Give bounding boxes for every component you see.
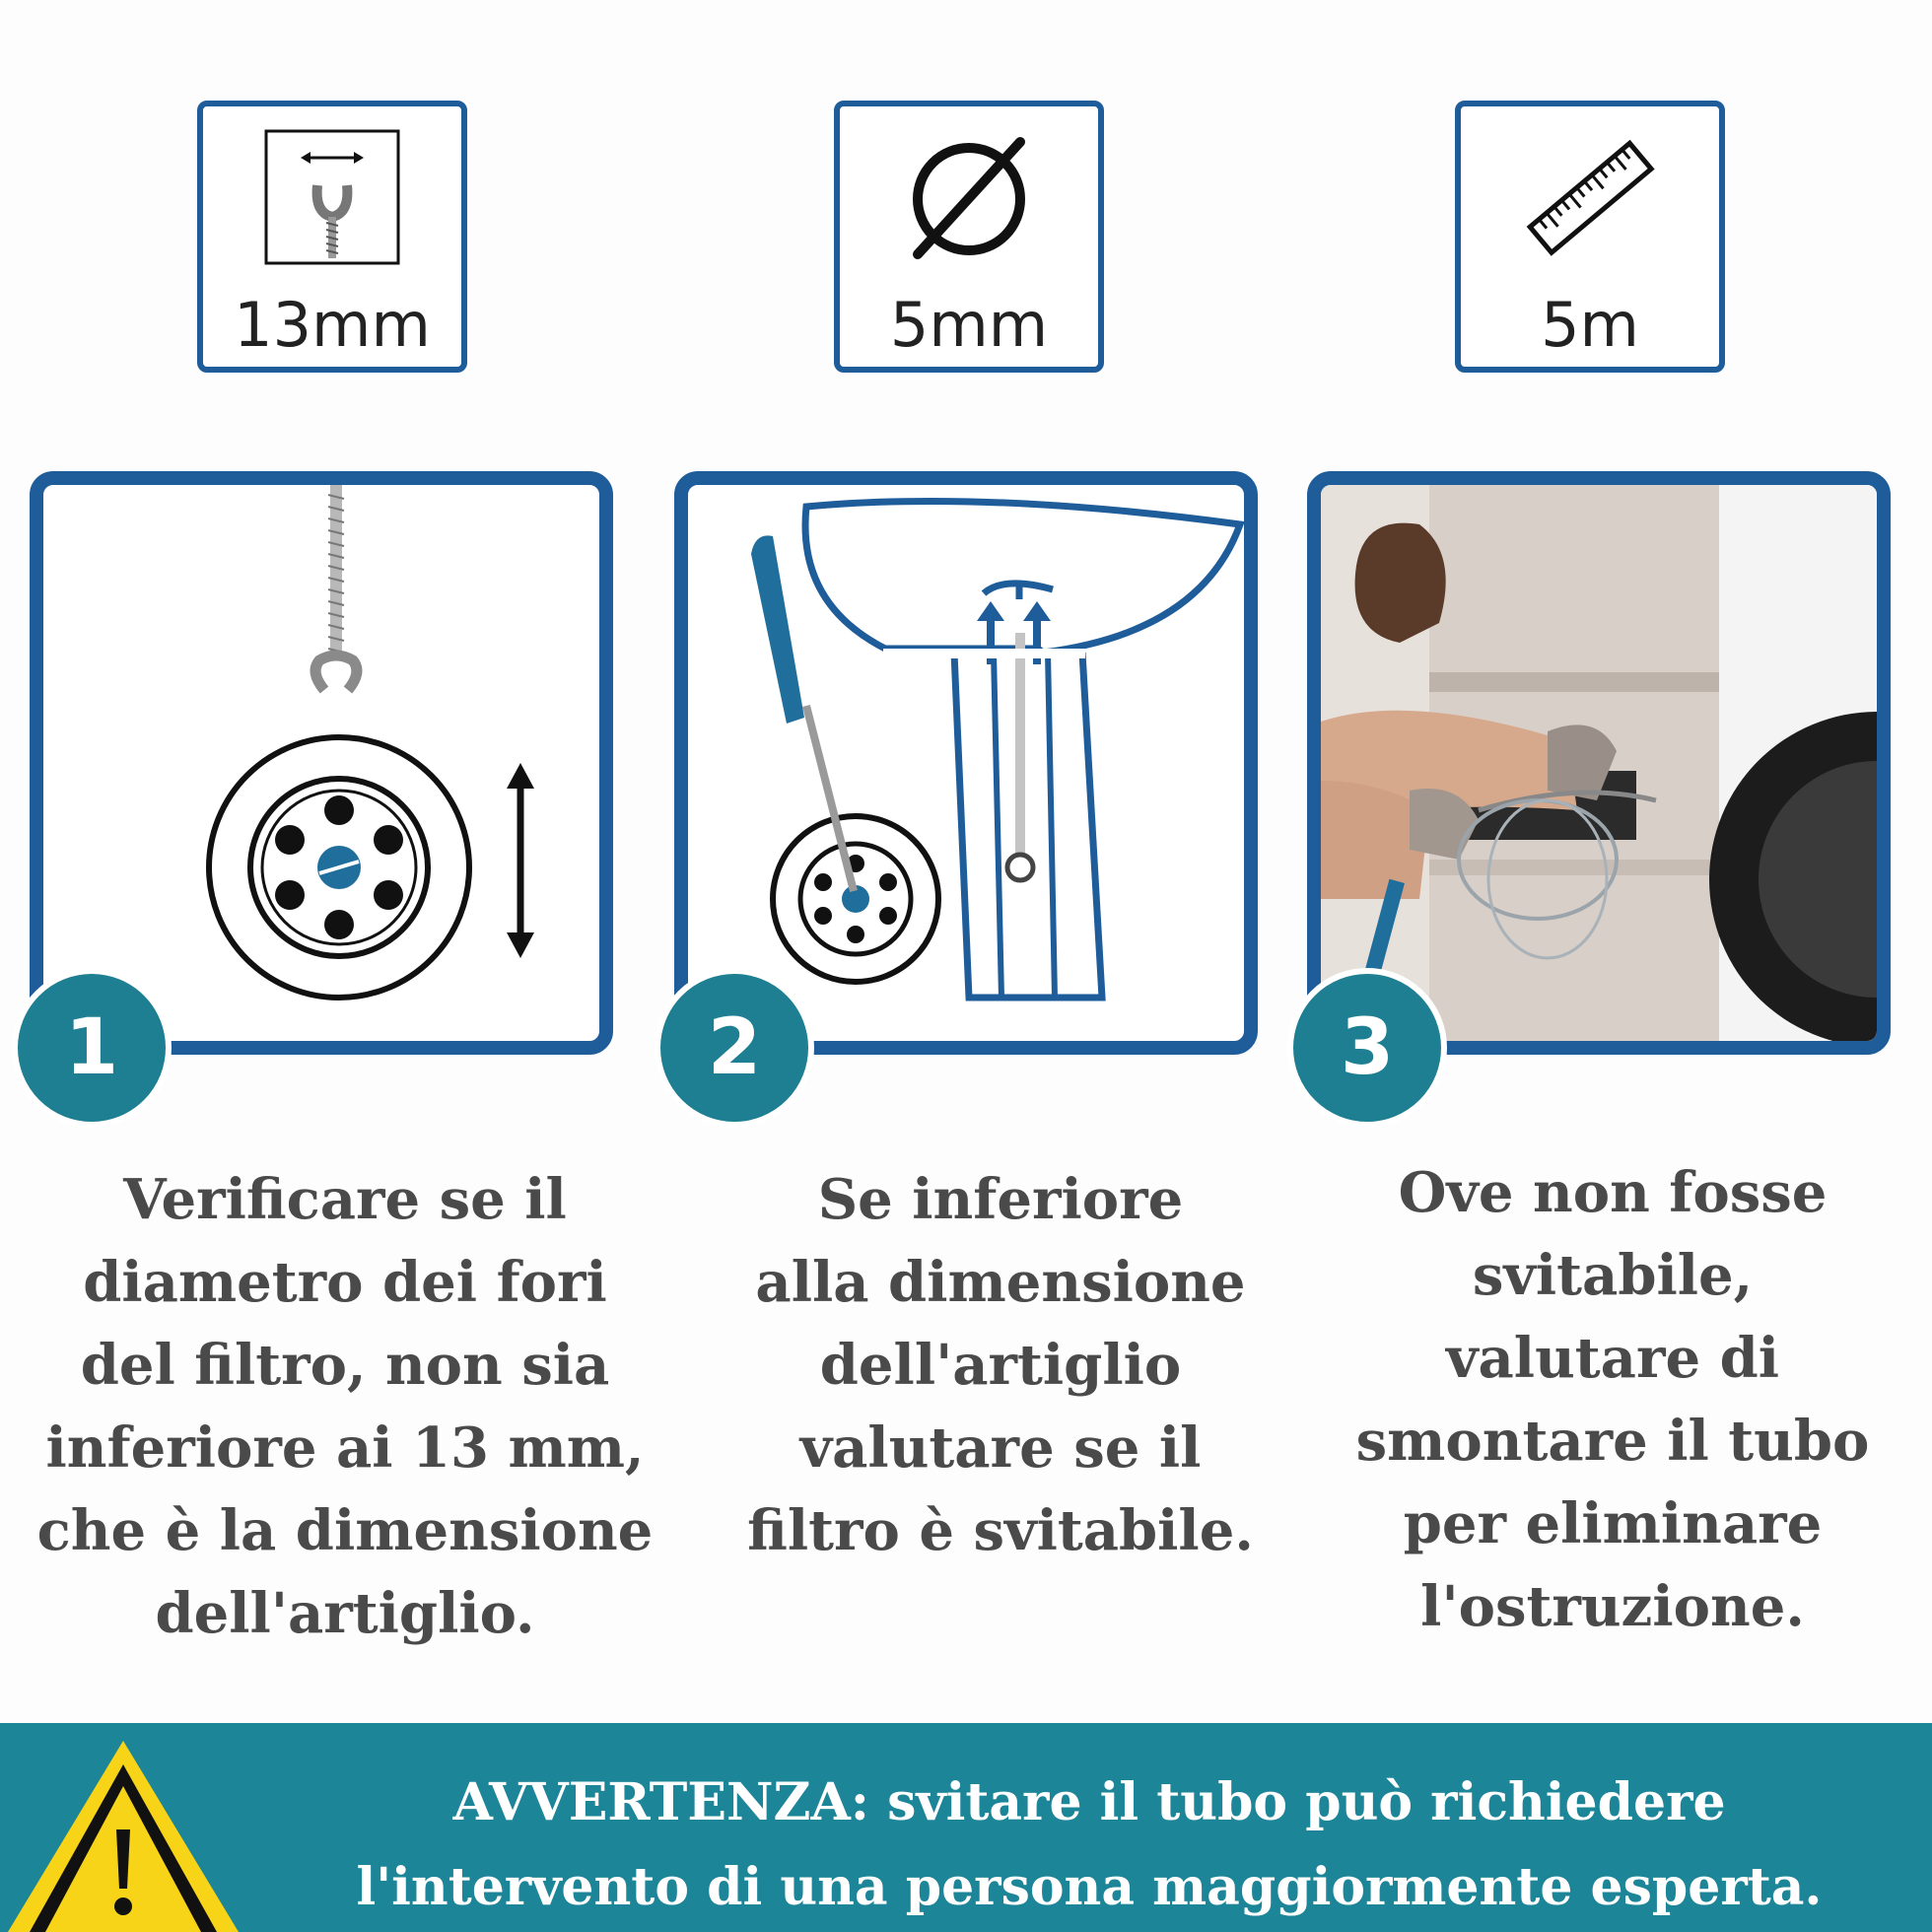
text-line: valutare se il <box>799 1415 1202 1481</box>
warning-line: AVVERTENZA: svitare il tubo può richiedere <box>452 1772 1726 1832</box>
text-line: valutare di <box>1445 1326 1780 1391</box>
text-line: dell'artiglio <box>819 1333 1182 1398</box>
spec-label: 13mm <box>234 289 431 361</box>
spec-claw-size <box>197 101 467 373</box>
claw-width-icon <box>263 128 401 266</box>
text-line: alla dimensione <box>755 1250 1246 1315</box>
step-2-illustration <box>674 471 1258 1055</box>
text-line: per eliminare <box>1403 1491 1823 1556</box>
step-3-badge: 3 <box>1287 968 1447 1128</box>
text-line: Verificare se il <box>123 1167 567 1232</box>
step-3-photo <box>1307 471 1891 1055</box>
drain-filter-claw-illustration <box>43 485 599 1041</box>
text-line: smontare il tubo <box>1355 1409 1870 1474</box>
text-line: inferiore ai 13 mm, <box>45 1415 645 1481</box>
text-line: filtro è svitabile. <box>747 1498 1254 1563</box>
warning-line: l'intervento di una persona maggiormente esperta. <box>356 1857 1823 1917</box>
text-line: del filtro, non sia <box>80 1333 610 1398</box>
ruler-icon <box>1521 128 1659 266</box>
step-2-badge: 2 <box>655 968 814 1128</box>
step-1-badge: 1 <box>12 968 172 1128</box>
text-line: l'ostruzione. <box>1420 1574 1805 1639</box>
step-3-description <box>1297 1151 1928 1648</box>
warning-text <box>256 1760 1922 1930</box>
warning-triangle-icon <box>0 1733 246 1932</box>
diameter-icon <box>900 128 1038 266</box>
text-line: Se inferiore <box>817 1167 1184 1232</box>
spec-label: 5mm <box>889 289 1049 361</box>
spec-length <box>1455 101 1725 373</box>
step-1-description <box>30 1158 660 1655</box>
step-1-illustration <box>30 471 613 1055</box>
text-line: svitabile, <box>1472 1243 1754 1308</box>
text-line: diametro dei fori <box>83 1250 607 1315</box>
text-line: dell'artiglio. <box>155 1581 535 1646</box>
text-line: che è la dimensione <box>36 1498 654 1563</box>
step-2-description <box>685 1158 1316 1572</box>
text-line: Ove non fosse <box>1398 1160 1828 1225</box>
plumber-unscrewing-pipe-photo <box>1321 485 1877 1041</box>
spec-label: 5m <box>1541 289 1639 361</box>
sink-screwdriver-illustration <box>688 485 1244 1041</box>
warning-banner <box>0 1723 1932 1932</box>
spec-diameter <box>834 101 1104 373</box>
